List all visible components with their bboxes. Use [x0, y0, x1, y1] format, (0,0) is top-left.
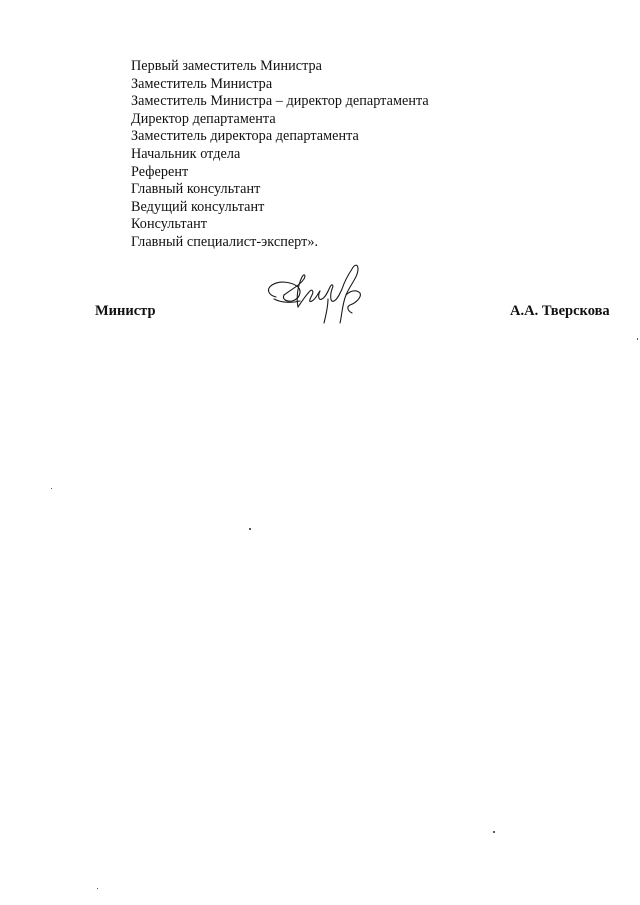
positions-list: [131, 58, 429, 252]
scan-speck: [97, 888, 98, 889]
scan-speck: [51, 488, 52, 489]
signature-block: [0, 300, 640, 324]
position-item: Заместитель директора департамента: [131, 128, 359, 145]
position-item: Первый заместитель Министра: [131, 58, 323, 74]
position-item: Главный специалист-эксперт».: [131, 233, 319, 250]
position-item: Заместитель Министра – директор департамента: [131, 93, 429, 110]
position-item: Главный консультант: [131, 181, 261, 198]
signatory-name: А.А. Тверскова: [510, 303, 610, 319]
position-item: Консультант: [131, 216, 208, 233]
position-item: Ведущий консультант: [131, 198, 265, 215]
scan-speck: [493, 831, 495, 833]
position-item: Директор департамента: [131, 110, 276, 127]
position-item: Начальник отдела: [131, 145, 241, 162]
signatory-role: Министр: [95, 303, 156, 319]
position-item: Референт: [131, 163, 189, 180]
scan-speck: [249, 528, 251, 530]
scan-speck: [637, 338, 638, 340]
position-item: Заместитель Министра: [131, 75, 273, 92]
